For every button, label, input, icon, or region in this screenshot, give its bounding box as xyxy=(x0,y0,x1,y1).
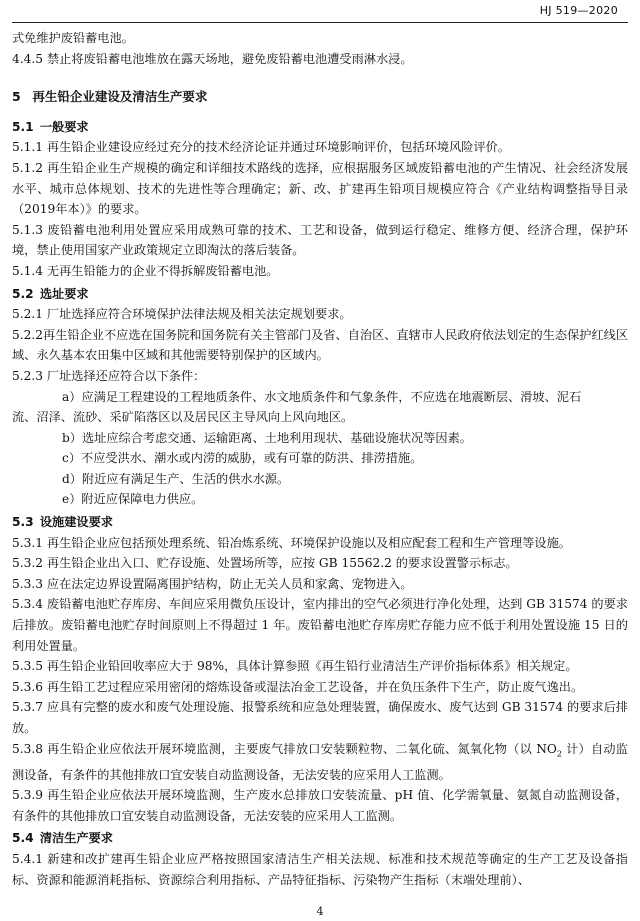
list-item: a）应满足工程建设的工程地质条件、水文地质条件和气象条件，不应选在地震断层、滑坡、泥石 xyxy=(62,389,582,404)
list-item: e）附近应保障电力供应。 xyxy=(62,492,204,507)
subsection-title: 设施建设要求 xyxy=(39,515,113,530)
section-title: 再生铅企业建设及清洁生产要求 xyxy=(32,89,208,105)
list-item: d）附近应有满足生产、生活的供水水源。 xyxy=(62,471,290,486)
paragraph: 4.4.5 禁止将废铅蓄电池堆放在露天场地，避免废铅蓄电池遭受雨淋水浸。 xyxy=(12,51,413,66)
paragraph xyxy=(12,739,628,786)
paragraph: 5.2.2再生铅企业不应选在国务院和国务院有关主管部门及省、自治区、直辖市人民政府依法划定的生态保护红线区域、永久基本农田集中区域和其他需要特别保护的区域内。 xyxy=(12,327,629,363)
subsection-number: 5.2 xyxy=(12,286,34,301)
list-item: c）不应受洪水、潮水或内涝的威胁，或有可靠的防洪、排涝措施。 xyxy=(62,451,423,466)
subsection-heading xyxy=(12,117,628,138)
paragraph: 5.3.7 应具有完整的废水和废气处理设施、报警系统和应急处理装置，确保废水、废气达到 GB 31574 的要求后排放。 xyxy=(12,700,628,735)
paragraph: 5.3.6 再生铅工艺过程应采用密闭的熔炼设备或湿法冶金工艺设备，并在负压条件下生产，防止废气逸出。 xyxy=(12,679,584,694)
list-item-continuation: 流、沼泽、流砂、采矿陷落区以及居民区主导风向上风向地区。 xyxy=(12,410,354,425)
subsection-heading xyxy=(12,512,628,533)
paragraph: 5.3.4 废铅蓄电池贮存库房、车间应采用微负压设计，室内排出的空气必须进行净化处理，达到 GB 31574 的要求后排放。废铅蓄电池贮存时间原则上不得超过 1 年。废铅蓄电池贮存库房贮存能力应不低于利用处置设施 15 日的利用处置量。 xyxy=(12,597,628,653)
paragraph: 式免维护废铅蓄电池。 xyxy=(12,31,134,45)
paragraph: 5.3.5 再生铅企业铅回收率应大于 98%，具体计算参照《再生铅行业清洁生产评价指标体系》相关规定。 xyxy=(12,659,578,674)
paragraph: 5.3.1 再生铅企业应包括预处理系统、铅冶炼系统、环境保护设施以及相应配套工程和生产管理等设施。 xyxy=(12,535,571,550)
paragraph: 5.4.1 新建和改扩建再生铅企业应严格按照国家清洁生产相关法规、标准和技术规范等确定的生产工艺及设备指标、资源和能源消耗指标、资源综合利用指标、产品特征指标、污染物产生指标（末端处理前）、 xyxy=(12,852,628,887)
subsection-number: 5.3 xyxy=(12,515,34,530)
paragraph: 5.2.1 厂址选择应符合环境保护法律法规及相关法定规划要求。 xyxy=(12,307,352,322)
page-number: 4 xyxy=(316,905,324,918)
paragraph: 5.3.3 应在法定边界设置隔离围护结构，防止无关人员和家禽、宠物进入。 xyxy=(12,576,413,591)
subsection-number: 5.1 xyxy=(12,119,34,134)
paragraph: 5.3.2 再生铅企业出入口、贮存设施、处置场所等，应按 GB 15562.2 的要求设置警示标志。 xyxy=(12,556,518,571)
paragraph-text: 计）自动监测设备，有条件的其他排放口宜安装自动监测设备，无法安装的应采用人工监测。 xyxy=(12,741,628,782)
paragraph: 5.2.3 厂址选择还应符合以下条件： xyxy=(12,368,206,383)
page-body xyxy=(12,28,628,890)
subsection-title: 选址要求 xyxy=(39,286,89,301)
list-item: b）选址应综合考虑交通、运输距离、土地利用现状、基础设施状况等因素。 xyxy=(62,430,472,445)
subsection-title: 清洁生产要求 xyxy=(39,831,113,846)
paragraph: 5.1.3 废铅蓄电池利用处置应采用成熟可靠的技术、工艺和设备，做到运行稳定、维修方便、经济合理，保护环境，禁止使用国家产业政策规定立即淘汰的落后装备。 xyxy=(12,222,628,258)
paragraph-text: 5.3.8 再生铅企业应依法开展环境监测，主要废气排放口安装颗粒物、二氧化硫、氮氧化物（以 NO xyxy=(12,741,557,756)
standard-id: HJ 519—2020 xyxy=(539,4,618,17)
subsection-heading xyxy=(12,828,628,849)
paragraph: 5.3.9 再生铅企业应依法开展环境监测，生产废水总排放口安装流量、pH 值、化学需氧量、氨氮自动监测设备，有条件的其他排放口宜安装自动监测设备，无法安装的应采用人工监测。 xyxy=(12,788,628,823)
section-number: 5 xyxy=(12,89,21,105)
header-rule xyxy=(12,22,628,23)
section-heading xyxy=(12,87,628,108)
paragraph: 5.1.1 再生铅企业建设应经过充分的技术经济论证并通过环境影响评价，包括环境风险评价。 xyxy=(12,140,511,155)
paragraph: 5.1.2 再生铅企业生产规模的确定和详细技术路线的选择，应根据服务区域废铅蓄电池的产生情况、社会经济发展水平、城市总体规划、技术的先进性等合理确定；新、改、扩建再生铅项目规模应符合《产业结构调整指导目录（2019年本）》的要求。 xyxy=(12,160,628,217)
subsection-heading xyxy=(12,284,628,305)
paragraph: 5.1.4 无再生铅能力的企业不得拆解废铅蓄电池。 xyxy=(12,263,279,278)
subscript: 2 xyxy=(556,749,562,759)
subsection-number: 5.4 xyxy=(12,831,34,846)
subsection-title: 一般要求 xyxy=(39,119,89,134)
